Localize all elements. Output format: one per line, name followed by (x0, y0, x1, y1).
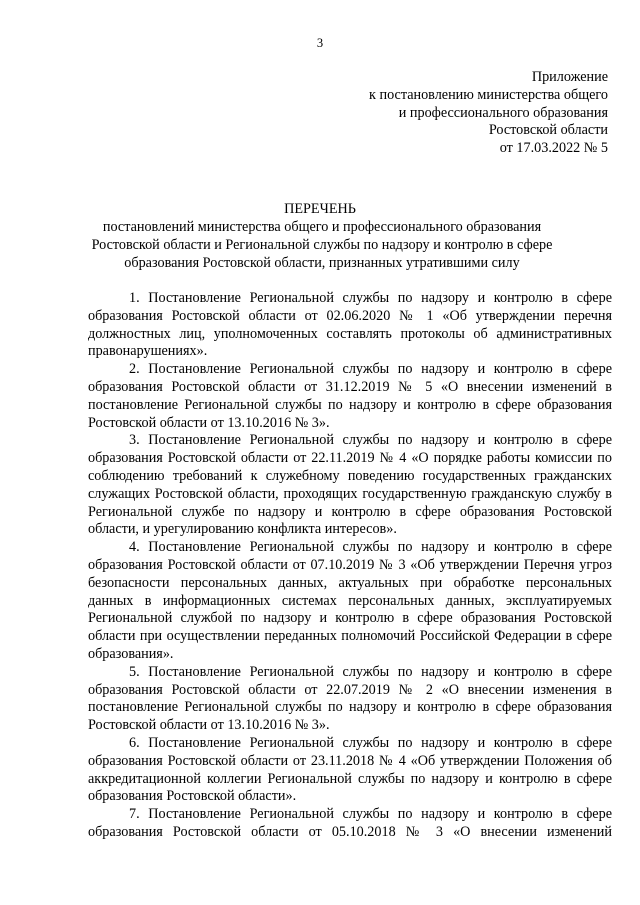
list-item-6: 6. Постановление Региональной службы по надзору и контролю в сфере образования Ростовской области от 23.11.2018 № 4 «Об утверждении Положения об аккредитационной коллегии Региональной службы по надзору и контролю в сфере образования Ростовской области». (88, 734, 612, 805)
appendix-line: к постановлению министерства общего (369, 86, 608, 103)
subtitle-line: постановлений министерства общего и профессионального образования (102, 219, 542, 235)
page-number: 3 (316, 36, 324, 50)
list-item-5: 5. Постановление Региональной службы по надзору и контролю в сфере образования Ростовской области от 22.07.2019 № 2 «О внесении изменения в постановление Региональной службы по надзору и контролю в сфере образования Ростовской области от 13.10.2016 № 3». (88, 663, 612, 734)
appendix-line: Приложение (531, 69, 608, 85)
list-item-2: 2. Постановление Региональной службы по надзору и контролю в сфере образования Ростовской области от 31.12.2019 № 5 «О внесении изменений в постановление Региональной службы по надзору и контролю в сфере образования Ростовской области от 13.10.2016 № 3». (88, 361, 612, 431)
list-body (88, 290, 612, 842)
list-item-1: 1. Постановление Региональной службы по надзору и контролю в сфере образования Ростовской области от 02.06.2020 № 1 «Об утверждении перечня должностных лиц, уполномоченных составлять протоколы об административных правонарушениях». (88, 290, 612, 360)
document-subtitle (60, 219, 584, 272)
list-item-4: 4. Постановление Региональной службы по надзору и контролю в сфере образования Ростовской области от 07.10.2019 № 3 «Об утверждении Перечня угроз безопасности персональных данных, актуальных при обработке персональных данных в информационных системах персональных данных, эксплуатируемых Региональной службой по надзору и контролю в сфере образования Ростовской области при осуществлении переданных полномочий Российской Федерации в сфере образования». (88, 539, 612, 662)
list-item-3: 3. Постановление Региональной службы по надзору и контролю в сфере образования Ростовской области от 22.11.2019 № 4 «О порядке работы комиссии по соблюдению требований к служебному поведению государственных гражданских служащих Ростовской области, проходящих государственную гражданскую службу в Региональной службе по надзору и контролю в сфере образования Ростовской области, и урегулированию конфликта интересов». (88, 432, 612, 538)
list-item-7: 7. Постановление Региональной службы по надзору и контролю в сфере образования Ростовской области от 05.10.2018 № 3 «О внесении изменений (88, 806, 612, 840)
subtitle-line: Ростовской области и Региональной службы по надзору и контролю в сфере (91, 236, 553, 253)
appendix-block (288, 69, 608, 158)
appendix-line: и профессионального образования (398, 104, 608, 121)
document-title: ПЕРЕЧЕНЬ (284, 201, 356, 217)
appendix-line: Ростовской области (488, 122, 608, 139)
appendix-line: от 17.03.2022 № 5 (499, 140, 608, 157)
subtitle-line: образования Ростовской области, признанных утратившими силу (124, 254, 520, 271)
